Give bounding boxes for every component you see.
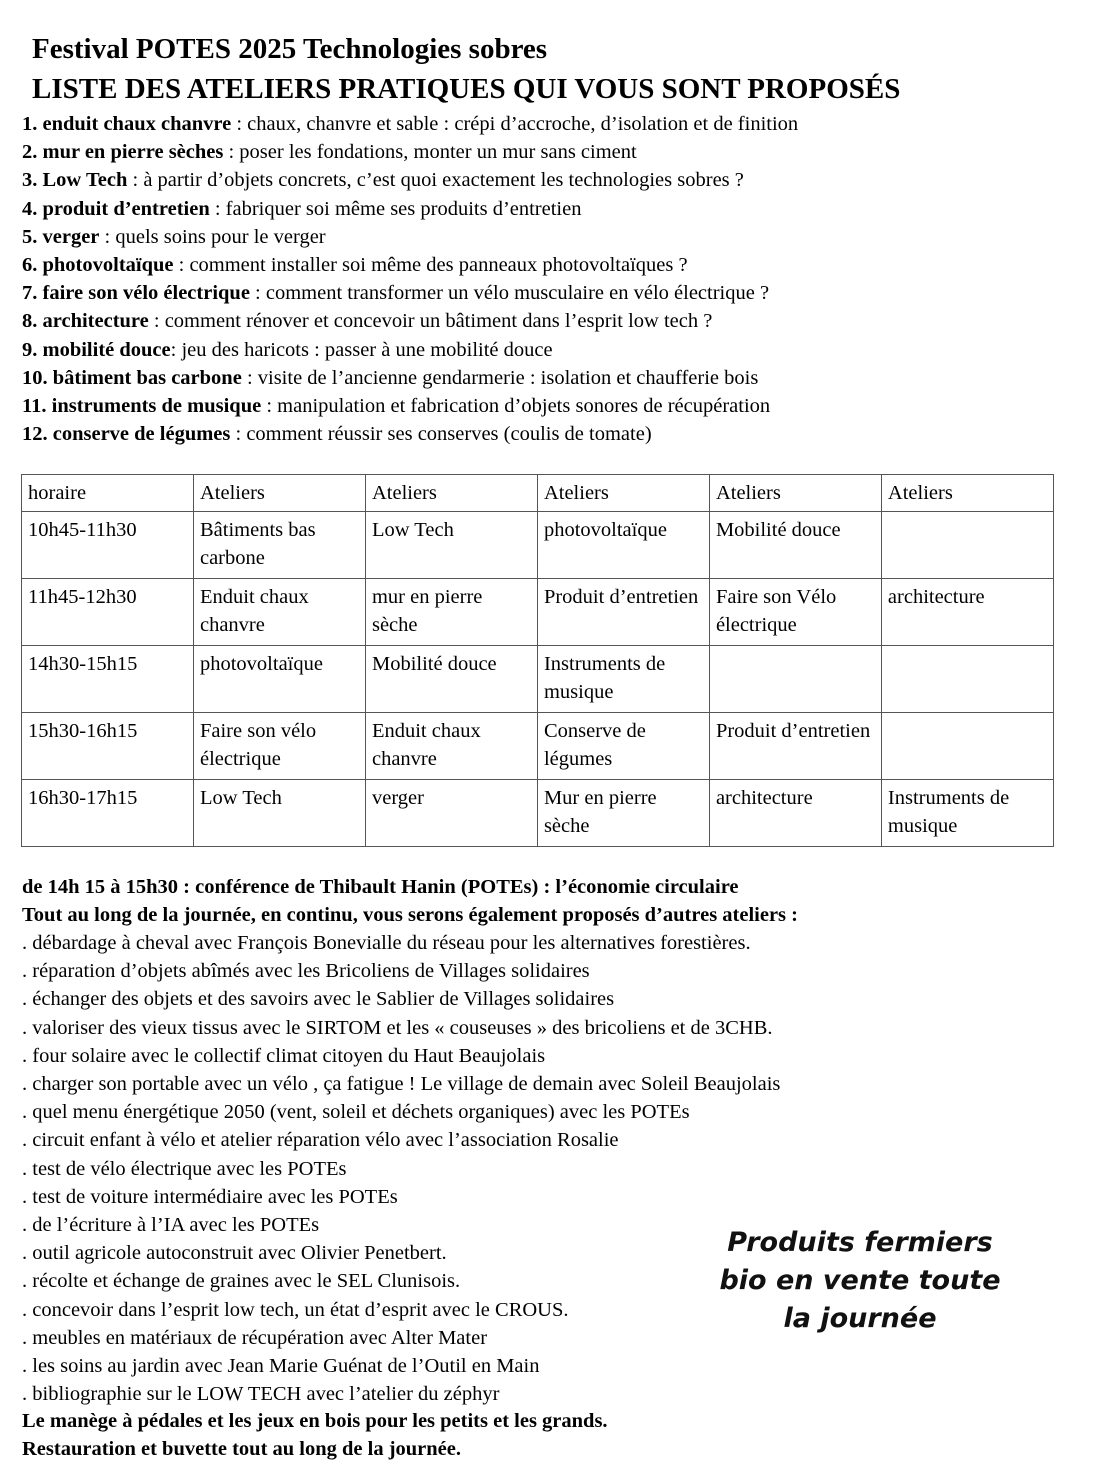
atelier-desc: : à partir d’objets concrets, c’est quoi exactement les technologies sobres ? [127, 169, 744, 192]
atelier-desc: : comment rénover et concevoir un bâtiment dans l’esprit low tech ? [148, 310, 713, 333]
atelier-desc: : fabriquer soi même ses produits d’entretien [209, 197, 582, 220]
atelier-desc: : manipulation et fabrication d’objets sonores de récupération [261, 395, 771, 418]
closing-line-1: Le manège à pédales et les jeux en bois pour les petits et les grands. [22, 1410, 608, 1432]
atelier-label: 5. verger [22, 225, 100, 248]
table-cell [881, 713, 1053, 780]
table-cell: Produit d’entretien [709, 713, 881, 780]
list-item: . de l’écriture à l’IA avec les POTEs [22, 1214, 320, 1237]
list-item: . débardage à cheval avec François Bonevialle du réseau pour les alternatives forestières. [22, 932, 751, 954]
header-cell: Ateliers [193, 475, 365, 512]
list-item: . charger son portable avec un vélo , ça fatigue ! Le village de demain avec Soleil Beaujolais [22, 1073, 781, 1096]
closing-line-2: Restauration et buvette tout au long de la journée. [22, 1438, 462, 1460]
list-item: . circuit enfant à vélo et atelier réparation vélo avec l’association Rosalie [22, 1129, 619, 1152]
atelier-label: 10. bâtiment bas carbone [22, 366, 242, 389]
table-cell [881, 512, 1053, 579]
table-cell: Bâtiments bas carbone [193, 512, 365, 579]
atelier-item [22, 307, 798, 335]
table-cell [709, 646, 881, 713]
atelier-label: 9. mobilité douce [22, 338, 171, 361]
table-cell: Mobilité douce [709, 512, 881, 579]
header-cell: Ateliers [365, 475, 537, 512]
list-item: . réparation d’objets abîmés avec les Bricoliens de Villages solidaires [22, 960, 590, 983]
atelier-label: 8. architecture [22, 310, 149, 333]
atelier-desc: : comment transformer un vélo musculaire en vélo électrique ? [249, 282, 770, 305]
atelier-item [22, 251, 798, 279]
table-cell: Instruments de musique [881, 780, 1053, 847]
table-cell: Low Tech [193, 780, 365, 847]
handwritten-note [700, 1224, 1020, 1338]
header-cell: Ateliers [537, 475, 709, 512]
header-cell: Ateliers [881, 475, 1053, 512]
table-cell: Mobilité douce [365, 646, 537, 713]
table-cell: verger [365, 780, 537, 847]
atelier-label: 12. conserve de légumes [22, 423, 231, 446]
table-row [22, 646, 1054, 713]
table-cell: Low Tech [365, 512, 537, 579]
atelier-item [22, 336, 798, 364]
table-cell: photovoltaïque [193, 646, 365, 713]
list-item: . outil agricole autoconstruit avec Olivier Penetbert. [22, 1242, 447, 1265]
conference-line: de 14h 15 à 15h30 : conférence de Thibault Hanin (POTEs) : l’économie circulaire [22, 876, 739, 898]
table-cell: Mur en pierre sèche [537, 780, 709, 847]
atelier-label: 2. mur en pierre sèches [22, 141, 224, 164]
list-item: . quel menu énergétique 2050 (vent, soleil et déchets organiques) avec les POTEs [22, 1101, 690, 1124]
table-cell: Enduit chaux chanvre [365, 713, 537, 780]
atelier-item [22, 364, 798, 392]
atelier-item [22, 166, 798, 194]
atelier-label: 1. enduit chaux chanvre [22, 113, 232, 135]
table-cell [881, 646, 1053, 713]
table-cell: Produit d’entretien [537, 579, 709, 646]
atelier-item [22, 223, 798, 251]
time-cell: 15h30-16h15 [22, 713, 194, 780]
handwritten-line: Produits fermiers [727, 1227, 993, 1258]
atelier-desc: : poser les fondations, monter un mur sans ciment [223, 141, 637, 164]
continuous-intro: Tout au long de la journée, en continu, vous serons également proposés d’autres ateliers : [22, 904, 798, 926]
atelier-item [22, 279, 798, 307]
table-cell: Instruments de musique [537, 646, 709, 713]
table-row [22, 579, 1054, 646]
list-item: . test de vélo électrique avec les POTEs [22, 1157, 347, 1180]
table-cell: architecture [881, 579, 1053, 646]
schedule-table [21, 474, 1054, 847]
table-header-row [22, 475, 1054, 512]
list-item: . concevoir dans l’esprit low tech, un état d’esprit avec le CROUS. [22, 1298, 569, 1321]
header-cell: horaire [22, 475, 194, 512]
table-cell: photovoltaïque [537, 512, 709, 579]
atelier-desc: : chaux, chanvre et sable : crépi d’accroche, d’isolation et de finition [231, 113, 799, 135]
table-row [22, 512, 1054, 579]
title-festival: Festival POTES 2025 Technologies sobres [32, 33, 548, 65]
atelier-label: 4. produit d’entretien [22, 197, 210, 220]
time-cell: 14h30-15h15 [22, 646, 194, 713]
atelier-desc: : visite de l’ancienne gendarmerie : isolation et chaufferie bois [241, 366, 759, 389]
list-item: . récolte et échange de graines avec le SEL Clunisois. [22, 1270, 461, 1293]
list-item: . four solaire avec le collectif climat citoyen du Haut Beaujolais [22, 1044, 546, 1067]
title-list: LISTE DES ATELIERS PRATIQUES QUI VOUS SONT PROPOSÉS [32, 73, 901, 105]
time-cell: 16h30-17h15 [22, 780, 194, 847]
ateliers-list [22, 110, 798, 448]
list-item: . valoriser des vieux tissus avec le SIRTOM et les « couseuses » des bricoliens et de 3CHB. [22, 1016, 773, 1039]
table-cell: mur en pierre sèche [365, 579, 537, 646]
table-row [22, 780, 1054, 847]
atelier-label: 7. faire son vélo électrique [22, 282, 250, 305]
atelier-desc: : quels soins pour le verger [99, 225, 326, 248]
header-cell: Ateliers [709, 475, 881, 512]
atelier-item [22, 195, 798, 223]
time-cell: 11h45-12h30 [22, 579, 194, 646]
time-cell: 10h45-11h30 [22, 512, 194, 579]
atelier-desc: : comment réussir ses conserves (coulis de tomate) [230, 423, 652, 446]
table-cell: Enduit chaux chanvre [193, 579, 365, 646]
handwritten-line: bio en vente toute [719, 1265, 1001, 1296]
table-row [22, 713, 1054, 780]
atelier-label: 3. Low Tech [22, 169, 128, 192]
atelier-item [22, 138, 798, 166]
table-cell: Faire son Vélo électrique [709, 579, 881, 646]
table-cell: architecture [709, 780, 881, 847]
atelier-desc: : jeu des haricots : passer à une mobilité douce [170, 338, 553, 361]
table-cell: Conserve de légumes [537, 713, 709, 780]
atelier-desc: : comment installer soi même des panneaux photovoltaïques ? [173, 254, 688, 277]
continuous-ateliers-list [22, 929, 780, 1408]
table-cell: Faire son vélo électrique [193, 713, 365, 780]
list-item: . bibliographie sur le LOW TECH avec l’atelier du zéphyr [22, 1383, 500, 1406]
list-item: . test de voiture intermédiaire avec les POTEs [22, 1185, 398, 1208]
list-item: . échanger des objets et des savoirs avec le Sablier de Villages solidaires [22, 988, 615, 1011]
atelier-item [22, 392, 798, 420]
list-item: . les soins au jardin avec Jean Marie Guénat de l’Outil en Main [22, 1355, 540, 1378]
atelier-item [22, 420, 798, 448]
atelier-label: 6. photovoltaïque [22, 254, 174, 277]
atelier-label: 11. instruments de musique [22, 395, 262, 418]
atelier-item [22, 110, 798, 138]
handwritten-line: la journée [783, 1303, 937, 1334]
list-item: . meubles en matériaux de récupération avec Alter Mater [22, 1326, 488, 1349]
